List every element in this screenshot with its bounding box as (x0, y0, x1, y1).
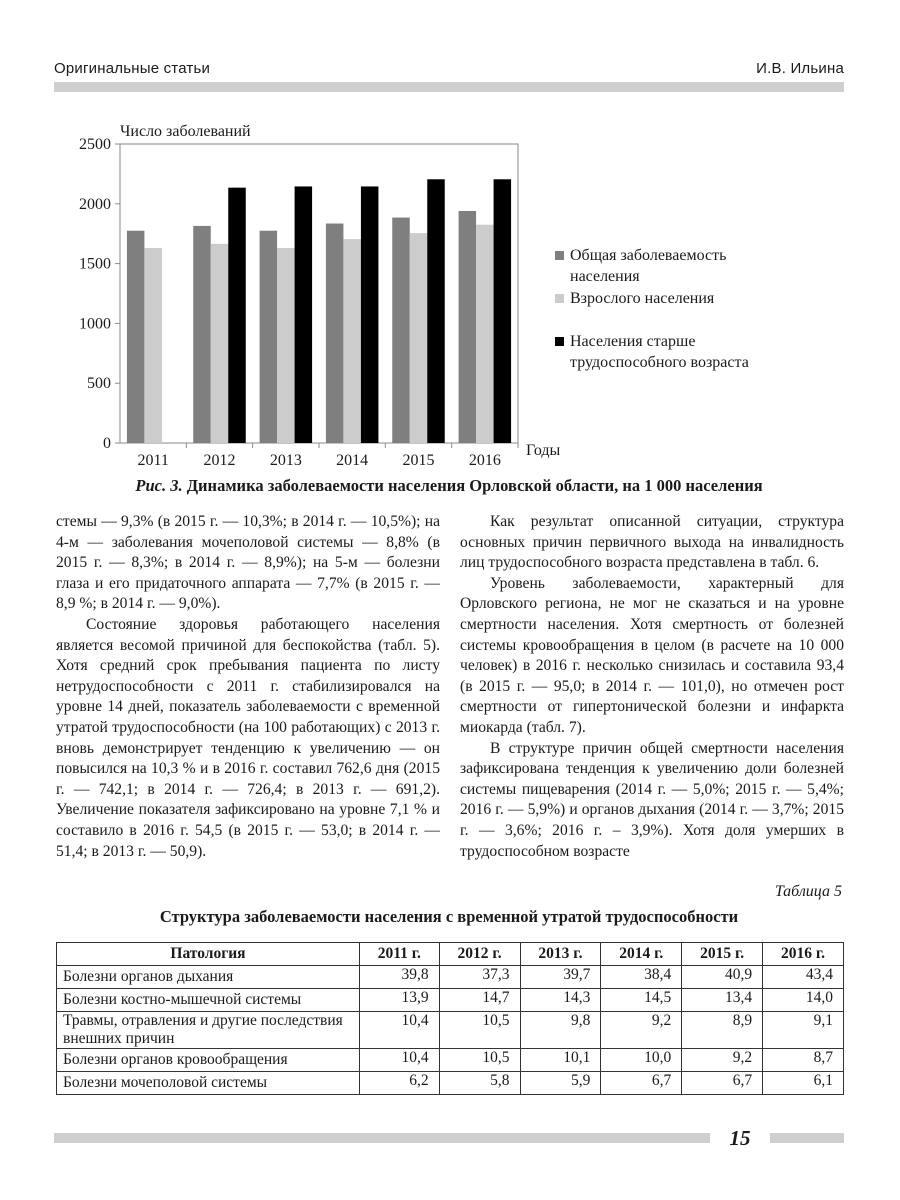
column-header: Патология (57, 943, 360, 966)
legend-label: Общая заболеваемость (570, 247, 727, 264)
paragraph: Как результат описанной ситуации, структура основных причин первичного выхода на инвалидность лиц трудоспособного возраста представлена в табл. 6. (460, 513, 844, 572)
bar (193, 226, 211, 443)
bar (127, 231, 144, 443)
table-row (57, 989, 844, 1012)
table-label: Таблица 5 (774, 883, 842, 900)
table-cell: 14,5 (601, 989, 682, 1012)
table-row (57, 1072, 844, 1095)
table-row (57, 1049, 844, 1072)
right-column (460, 512, 844, 862)
table-cell: 5,9 (520, 1072, 601, 1095)
legend-swatch (555, 337, 564, 346)
bar (277, 248, 295, 443)
column-header: 2013 г. (520, 943, 601, 966)
paragraph: Состояние здоровья работающего населения является весомой причиной для беспокойства (табл. 5). Хотя средний срок пребывания пациента по листу нетрудоспособности с 2011 г. стабилизировался на уровне 14 дней, показатель заболеваемости с временной утратой трудоспособности (на 100 работающих) с 2013 г. вновь демонстрирует тенденцию к увеличению — он повысился на 10,3 % и в 2016 г. составил 762,6 дня (2015 г. — 742,1; в 2014 г. — 726,4; в 2013 г. — 691,2). Увеличение показателя зафиксировано на уровне 7,1 % и составило в 2016 г. 54,5 (в 2015 г. — 53,0; в 2014 г. — 51,4; в 2013 г. — 50,9). (56, 615, 440, 860)
table-cell: 6,7 (601, 1072, 682, 1095)
table-cell: 10,0 (601, 1049, 682, 1072)
y-axis-title: Число заболеваний (120, 123, 251, 140)
author-name: И.В. Ильина (756, 60, 844, 77)
section-title: Оригинальные статьи (54, 60, 211, 77)
bar (144, 248, 162, 443)
table-cell: 6,2 (360, 1072, 440, 1095)
morbidity-bar-chart (0, 110, 900, 470)
table-cell: 13,9 (360, 989, 440, 1012)
table-cell: 37,3 (439, 966, 520, 989)
table-cell: 38,4 (601, 966, 682, 989)
y-tick-label: 2500 (79, 136, 111, 153)
y-tick-label: 1500 (79, 255, 111, 273)
paragraph: В структуре причин общей смертности населения зафиксирована тенденция к увеличению доли болезней системы пищеварения (2014 г. — 5,0%; 2015 г. — 5,4%; 2016 г. — 5,9%) и органов дыхания (2014 г. — 3,7%; 2015 г. — 3,6%; 2016 г. – 3,9%). Хотя доля умерших в трудоспособном возрасте (460, 739, 844, 860)
y-tick-label: 500 (87, 375, 111, 393)
bar (361, 186, 379, 443)
footer-rule-right (770, 1133, 844, 1143)
table-cell: 8,9 (682, 1012, 763, 1049)
table-cell: Травмы, отравления и другие последствия внешних причин (57, 1012, 360, 1049)
x-tick-label: 2014 (336, 452, 369, 469)
paragraph: стемы — 9,3% (в 2015 г. — 10,3%; в 2014 г. — 10,5%); на 4-м — заболевания мочеполовой системы — 8,8% (в 2015 г. — 8,3%; в 2014 г. — 8,9%); на 5-м — болезни глаза и его придаточного аппарата — 7,7% (в 2015 г. — 8,9 %; в 2014 г. — 9,0%). (56, 513, 440, 613)
column-header: 2016 г. (763, 943, 844, 966)
table-cell: 6,1 (763, 1072, 844, 1095)
table-cell: 40,9 (682, 966, 763, 989)
table-cell: 10,4 (360, 1049, 440, 1072)
bar (410, 233, 428, 443)
table-cell: Болезни мочеполовой системы (57, 1072, 360, 1095)
legend-swatch (555, 294, 564, 303)
figure-caption-text: Динамика заболеваемости населения Орловской области, на 1 000 населения (182, 476, 763, 495)
column-header: 2015 г. (682, 943, 763, 966)
table-cell: 9,2 (682, 1049, 763, 1072)
legend-label: Населения старше (570, 333, 696, 350)
table-cell: 14,3 (520, 989, 601, 1012)
bar (326, 224, 344, 443)
table-cell: 5,8 (439, 1072, 520, 1095)
legend-label: населения (570, 268, 640, 285)
table-cell: 9,2 (601, 1012, 682, 1049)
column-header: 2014 г. (601, 943, 682, 966)
figure-number: Рис. 3. (135, 476, 183, 495)
bar (494, 179, 512, 443)
header-rule (54, 82, 844, 92)
y-tick-label: 1000 (79, 315, 111, 333)
x-tick-label: 2015 (402, 452, 435, 469)
table-cell: Болезни органов кровообращения (57, 1049, 360, 1072)
bar (295, 186, 313, 443)
table-cell: 6,7 (682, 1072, 763, 1095)
figure-caption (54, 476, 844, 496)
bar (427, 179, 445, 443)
bar (228, 188, 246, 443)
left-column (56, 512, 440, 862)
table-cell: 43,4 (763, 966, 844, 989)
table-cell: 13,4 (682, 989, 763, 1012)
y-tick-label: 0 (103, 435, 111, 452)
table-cell: 9,8 (520, 1012, 601, 1049)
bar (392, 218, 410, 443)
y-tick-label: 2000 (79, 195, 111, 213)
table-cell: 39,8 (360, 966, 440, 989)
table-cell: 10,1 (520, 1049, 601, 1072)
paragraph: Уровень заболеваемости, характерный для Орловского региона, не мог не сказаться и на уровне смертности населения. Хотя смертность от болезней системы кровообращения в целом (в расчете на 10 000 человек) в 2016 г. несколько снизилась и составила 93,4 (в 2015 г. — 95,0; в 2014 г. — 101,0), но отмечен рост смертности от гипертонической болезни и инфаркта миокарда (табл. 7). (460, 574, 844, 736)
table-row (57, 1012, 844, 1049)
bar (459, 211, 477, 443)
bar (343, 239, 361, 443)
legend-label: трудоспособного возраста (570, 354, 749, 371)
bar (476, 225, 494, 443)
x-tick-label: 2016 (468, 452, 501, 469)
table-cell: 9,1 (763, 1012, 844, 1049)
bar (260, 231, 278, 443)
table-cell: 39,7 (520, 966, 601, 989)
table-cell: 10,5 (439, 1049, 520, 1072)
table-header-row (57, 943, 844, 966)
footer-rule-left (54, 1133, 710, 1143)
morbidity-table (56, 942, 844, 1095)
table-row (57, 966, 844, 989)
table-cell: 14,0 (763, 989, 844, 1012)
legend-swatch (555, 251, 564, 260)
legend-label: Взрослого населения (570, 290, 715, 307)
table-cell: Болезни органов дыхания (57, 966, 360, 989)
column-header: 2012 г. (439, 943, 520, 966)
table-cell: 10,5 (439, 1012, 520, 1049)
table-cell: Болезни костно-мышечной системы (57, 989, 360, 1012)
running-header (54, 58, 844, 80)
bar (211, 244, 229, 443)
x-axis-title: Годы (526, 442, 561, 459)
column-header: 2011 г. (360, 943, 440, 966)
table-cell: 14,7 (439, 989, 520, 1012)
table-title: Структура заболеваемости населения с временной утратой трудоспособности (159, 907, 739, 926)
x-tick-label: 2013 (269, 452, 302, 469)
plot-frame (120, 144, 518, 443)
x-tick-label: 2012 (203, 452, 236, 469)
x-tick-label: 2011 (137, 452, 169, 469)
table-cell: 10,4 (360, 1012, 440, 1049)
page-number: 15 (729, 1126, 751, 1150)
table-cell: 8,7 (763, 1049, 844, 1072)
